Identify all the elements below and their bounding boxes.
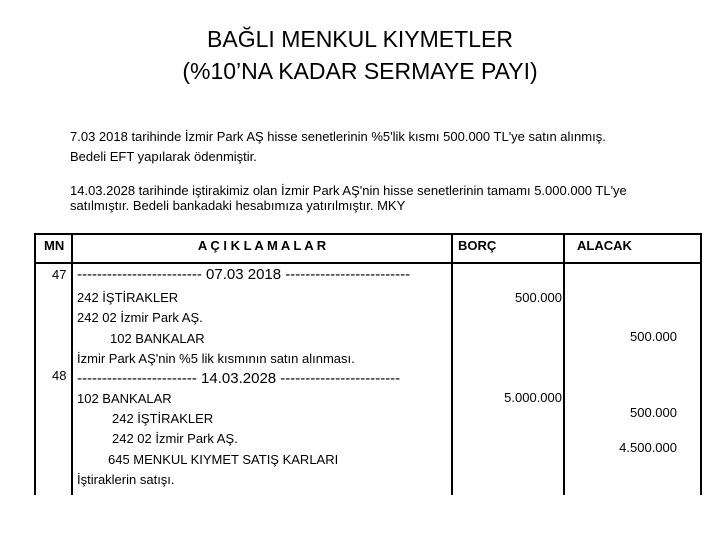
- col-border: [700, 233, 702, 495]
- col-border: [563, 233, 565, 495]
- entry-line: 242 02 İzmir Park AŞ.: [112, 431, 238, 446]
- problem-1-line-2: Bedeli EFT yapılarak ödenmiştir.: [70, 149, 257, 164]
- title-line-1: BAĞLI MENKUL KIYMETLER: [207, 26, 513, 52]
- entry-number: 48: [52, 368, 67, 383]
- credit-amount: 500.000: [630, 329, 677, 344]
- debit-amount: 500.000: [515, 290, 562, 305]
- entry-date-line: ------------------------- 07.03 2018 -------------------------: [77, 266, 411, 283]
- entry-line: 242 İŞTİRAKLER: [77, 290, 179, 305]
- entry-line: 242 02 İzmir Park AŞ.: [77, 310, 203, 325]
- col-border: [34, 233, 36, 495]
- entry-line: İştiraklerin satışı.: [77, 472, 175, 487]
- debit-amount: 5.000.000: [504, 390, 562, 405]
- entry-date-line: ------------------------ 14.03.2028 ------------------------: [77, 370, 401, 387]
- col-border: [451, 233, 453, 495]
- credit-amount: 4.500.000: [619, 440, 677, 455]
- header-description: A Ç I K L A M A L A R: [197, 238, 327, 253]
- problem-1-line-1: 7.03 2018 tarihinde İzmir Park AŞ hisse senetlerinin %5'lik kısmı 500.000 TL'ye satın alınmış.: [70, 129, 606, 144]
- header-mn: MN: [44, 238, 65, 253]
- title-line-2: (%10’NA KADAR SERMAYE PAYI): [182, 58, 538, 84]
- header-debit: BORÇ: [458, 238, 497, 253]
- problem-2-line-2: satılmıştır. Bedeli bankadaki hesabımıza yatırılmıştır. MKY: [70, 198, 406, 213]
- entry-line: 242 İŞTİRAKLER: [112, 411, 214, 426]
- entry-line: 102 BANKALAR: [77, 391, 172, 406]
- entry-line: 645 MENKUL KIYMET SATIŞ KARLARI: [108, 452, 339, 467]
- col-border: [71, 233, 73, 495]
- entry-line: İzmir Park AŞ'nin %5 lik kısmının satın alınması.: [77, 351, 355, 366]
- header-credit: ALACAK: [577, 238, 632, 253]
- entry-number: 47: [52, 267, 67, 282]
- table-top-border: [34, 233, 702, 235]
- problem-2-line-1: 14.03.2028 tarihinde iştirakimiz olan İzmir Park AŞ'nin hisse senetlerinin tamamı 5.000.000 TL'ye: [70, 183, 627, 198]
- header-divider: [34, 262, 702, 264]
- entry-line: 102 BANKALAR: [110, 331, 205, 346]
- credit-amount: 500.000: [630, 405, 677, 420]
